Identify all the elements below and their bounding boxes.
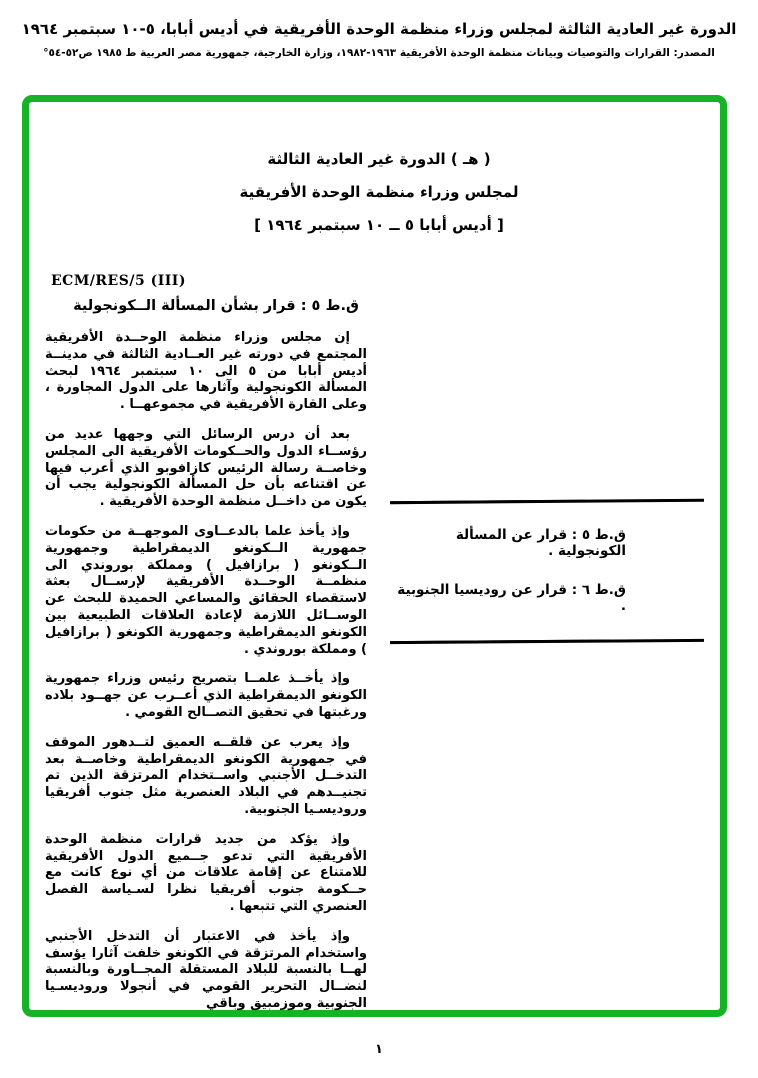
document-header — [0, 20, 758, 59]
source-citation-line: المصدر: القرارات والتوصيات وبيانات منظمة الوحدة الأفريقية ١٩٦٣-١٩٨٢، وزارة الخارجية، جمهورية مصر العربية ط ١٩٨٥ ص٥٢-٥٤° — [43, 47, 715, 59]
margin-note-box — [390, 498, 704, 643]
title-line-3: [ أديس أبابا ٥ ــ ١٠ سبتمبر ١٩٦٤ ] — [254, 216, 504, 234]
body-paragraph: وإذ يأخــذ علمــا بتصريح رئيس وزراء جمهورية الكونغو الديمقراطية الذي أعــرب عن جهــود بلاده ورغبتها في تحقيق التصــالح القومي . — [45, 671, 367, 720]
title-line-1: ( هـ ) الدورة غير العادية الثالثة — [267, 150, 491, 168]
resolution-heading: ق.ط ٥ : قرار بشأن المسألة الــكونجولية — [73, 298, 359, 314]
body-paragraph: وإذ يأخذ علما بالدعــاوى الموجهــة من حكومات جمهورية الــكونغو الديمقراطية وجمهورية الــكونغو ( برازافيل ) ومملكة بوروندي الى منظمــة الوحــدة الأفريقية لإرســال بعثة لاستقصاء الحقائق والمساعي الحميدة للبحث عن الوســائل اللازمة لإعادة العلاقات الطبيعية بين الكونغو الديمقراطية وجمهورية الكونغو ( برازافيل ) ومملكة بوروندي . — [45, 523, 367, 657]
margin-note-items — [390, 503, 704, 640]
main-text-column — [45, 298, 367, 1013]
body-paragraph: وإذ يعرب عن قلقــه العميق لتــدهور الموقف في جمهورية الكونغو الديمقراطية وخاصــة بعد التدخــل الأجنبي واســتخدام المرتزقة الذين تم تجنيــدهم في البلاد العنصرية مثل جنوب أفريقيا وروديسـيا الجنوبية. — [45, 734, 367, 817]
body-paragraph: إن مجلس وزراء منظمة الوحــدة الأفريقية المجتمع في دورته غير العــادية الثالثة في مدينــة أديس أبابا من ٥ الى ١٠ سبتمبر ١٩٦٤ لبحث المسألة الكونجولية وآثارها على الدول المجاورة ، وعلى القارة الأفريقية في مجموعهــا . — [45, 330, 367, 413]
body-paragraph: بعد أن درس الرسائل التي وجهها عديد من رؤســاء الدول والحــكومات الأفريقية الى المجلس وخاصــة رسالة الرئيس كازافوبو الذي أعرب فيها عن اقتناعه بأن حل المسألة الكونجولية يجب أن يكون من داخــل منظمة الوحدة الأفريقية . — [45, 426, 367, 510]
session-title-line: الدورة غير العادية الثالثة لمجلس وزراء منظمة الوحدة الأفريقية في أديس أبابا، ٥-١٠ سبتمبر ١٩٦٤ — [21, 20, 737, 38]
document-title-block — [0, 150, 758, 249]
margin-note-item: ق.ط ٦ : قرار عن روديسيا الجنوبية . — [397, 582, 626, 614]
body-paragraph: وإذ يؤكد من جديد قرارات منظمة الوحدة الأفريقية التي تدعو جــميع الدول الأفريقية للامتناع عن إقامة علاقات من أي نوع كانت مع حــكومة جنوب أفريقيا نظرا لسـياسة الفصل العنصري التي تتبعها . — [45, 831, 367, 914]
resolution-reference-code: ECM/RES/5 (III) — [51, 273, 186, 289]
title-line-2: لمجلس وزراء منظمة الوحدة الأفريقية — [239, 183, 519, 201]
body-paragraph: وإذ يأخذ في الاعتبار أن التدخل الأجنبي واستخدام المرتزقة في الكونغو خلفت آثارا يؤسف لهــا بالنسبة للبلاد المستقلة المجــاورة وبالنسبة لنضــال التحرير القومي في أنجولا وروديسـيا الجنوبية وموزمبيق وباقي — [45, 928, 367, 1011]
margin-note-item: ق.ط ٥ : قرار عن المسألة الكونجولية . — [455, 527, 626, 559]
page-number: ١ — [375, 1042, 383, 1057]
